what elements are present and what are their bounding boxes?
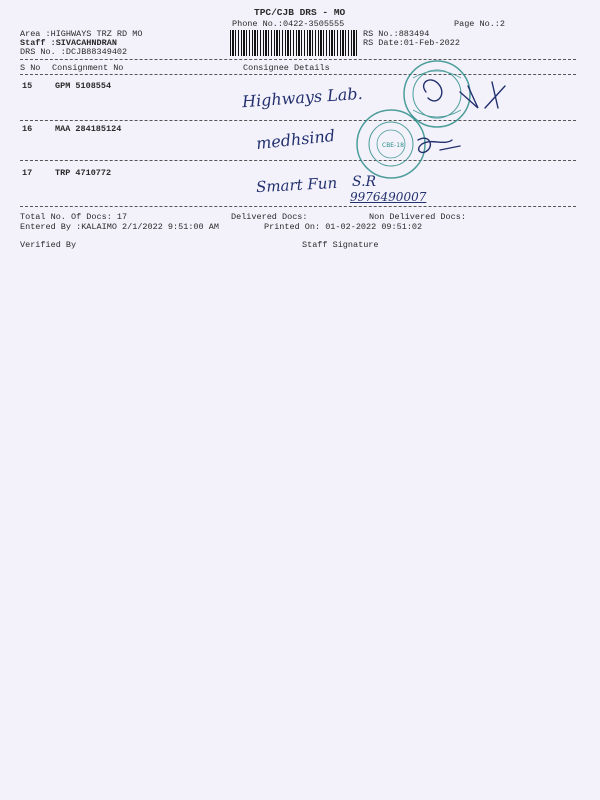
column-header-consignment: Consignment No [52, 63, 124, 73]
handwritten-initials: S.R [352, 174, 377, 190]
rs-date: RS Date:01-Feb-2022 [363, 38, 460, 48]
document-title: TPC/CJB DRS - MO [254, 7, 346, 18]
area-label: Area :HIGHWAYS TRZ RD MO [20, 29, 143, 39]
non-delivered-docs: Non Delivered Docs: [369, 212, 466, 222]
handwritten-consignee: medhsind [255, 125, 336, 154]
entered-by: Entered By :KALAIMO 2/1/2022 9:51:00 AM [20, 222, 219, 232]
row-sno: 15 [22, 81, 33, 91]
handwritten-phone: 9976490007 [350, 190, 427, 204]
page-number: Page No.:2 [454, 19, 506, 29]
stamp-date: CBE-18 [382, 142, 404, 149]
row-consignment-no: TRP 4710772 [55, 168, 112, 178]
phone-number: Phone No.:0422-3505555 [232, 19, 345, 29]
rs-number: RS No.:883494 [363, 29, 430, 39]
handwritten-consignee: Smart Fun [255, 173, 338, 197]
column-header-sno: S No [20, 63, 41, 73]
delivered-docs: Delivered Docs: [231, 212, 308, 222]
handwritten-consignee: Highways Lab. [241, 83, 364, 112]
round-stamp-icon [404, 61, 470, 127]
verified-by-label: Verified By [20, 240, 77, 250]
column-header-details: Consignee Details [243, 63, 330, 73]
printed-on: Printed On: 01-02-2022 09:51:02 [264, 222, 423, 232]
total-docs: Total No. Of Docs: 17 [20, 212, 128, 222]
drs-number: DRS No. :DCJB88349402 [20, 47, 128, 57]
row-sno: 17 [22, 168, 33, 178]
staff-signature-label: Staff Signature [302, 240, 379, 250]
row-consignment-no: MAA 284185124 [55, 124, 122, 134]
staff-label: Staff :SIVACAHNDRAN [20, 38, 117, 48]
row-consignment-no: GPM 5108554 [55, 81, 112, 91]
row-sno: 16 [22, 124, 33, 134]
